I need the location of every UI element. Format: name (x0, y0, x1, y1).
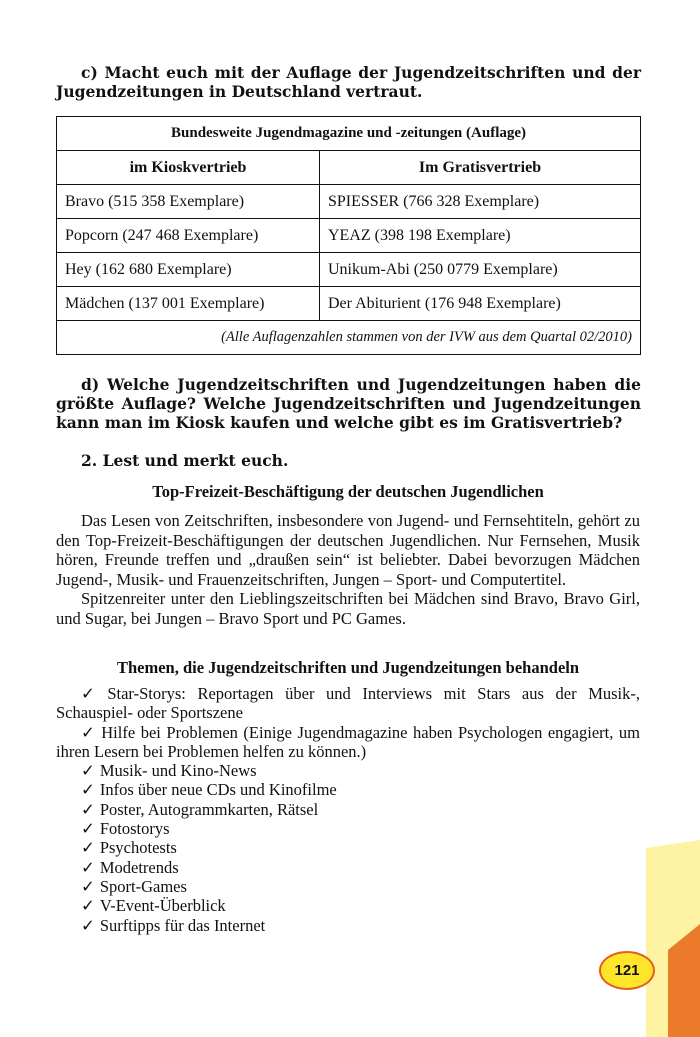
header-gratis: Im Gratisvertrieb (320, 151, 641, 185)
check-icon: ✓ (81, 896, 95, 916)
check-icon: ✓ (81, 876, 95, 896)
page-number-badge (599, 951, 655, 990)
table-caption: Bundesweite Jugendmagazine und -zeitungen (Auflage) (57, 117, 641, 151)
list-item (56, 877, 640, 896)
list-item (56, 858, 640, 877)
table-cell: Mädchen (137 001 Exemplare) (57, 287, 320, 321)
themes-list (56, 684, 640, 935)
list-item-text: Star-Storys: Reportagen über und Interviews mit Stars aus der Musik-, Schauspiel- oder Sportszene (56, 684, 640, 723)
table-row (57, 253, 641, 287)
task-2: 2. Lest und merkt euch. (81, 451, 289, 470)
table-cell: Unikum-Abi (250 0779 Exemplare) (320, 253, 641, 287)
check-icon: ✓ (81, 799, 95, 819)
article-body (56, 511, 640, 629)
header-kiosk: im Kioskvertrieb (57, 151, 320, 185)
article-title: Top-Freizeit-Beschäftigung der deutschen Jugendlichen (152, 482, 544, 501)
check-icon: ✓ (81, 780, 95, 800)
list-item-text: Hilfe bei Problemen (Einige Jugendmagazine haben Psychologen engagiert, um ihren Lesern bei Problemen helfen zu können.) (56, 722, 640, 761)
list-item (56, 916, 640, 935)
task-d: d) Welche Jugendzeitschriften und Jugendzeitungen haben die größte Auflage? Welche Jugendzeitschriften und Jugendzeitungen kann man im Kiosk kaufen und welche gibt es im Gratisvertrieb? (56, 375, 641, 432)
themes-title: Themen, die Jugendzeitschriften und Jugendzeitungen behandeln (116, 658, 580, 677)
list-item-text: Musik- und Kino-News (99, 761, 257, 781)
table-row (57, 185, 641, 219)
table-source-note: (Alle Auflagenzahlen stammen von der IVW aus dem Quartal 02/2010) (57, 321, 641, 355)
list-item-text: Modetrends (99, 857, 179, 877)
list-item-text: Poster, Autogrammkarten, Rätsel (99, 799, 319, 819)
check-icon: ✓ (81, 722, 97, 742)
check-icon: ✓ (81, 915, 95, 935)
list-item-text: Psychotests (99, 838, 177, 858)
list-item-text: Surftipps für das Internet (99, 915, 266, 935)
list-item (56, 800, 640, 819)
list-item (56, 819, 640, 838)
list-item-text: Infos über neue CDs und Kinofilme (99, 780, 337, 800)
table-cell: SPIESSER (766 328 Exemplare) (320, 185, 641, 219)
list-item (56, 780, 640, 799)
table-cell: Popcorn (247 468 Exemplare) (57, 219, 320, 253)
check-icon: ✓ (81, 761, 95, 781)
check-icon: ✓ (81, 838, 95, 858)
table-row (57, 287, 641, 321)
list-item-text: V-Event-Überblick (99, 896, 226, 916)
article-paragraph: Das Lesen von Zeitschriften, insbesondere von Jugend- und Fernsehtiteln, gehört zu den Top-Freizeit-Beschäftigungen der deutschen Jugendlichen. Nur Fernsehen, Musik hören, Freunde treffen und „draußen sein“ ist beliebter. Dabei bevorzugen Mädchen Jugend-, Musik- und Frauenzeitschriften, Jungen – Sport- und Computertitel. (56, 511, 640, 589)
table-cell: Hey (162 680 Exemplare) (57, 253, 320, 287)
list-item (56, 838, 640, 857)
table-cell: YEAZ (398 198 Exemplare) (320, 219, 641, 253)
table-cell: Bravo (515 358 Exemplare) (57, 185, 320, 219)
check-icon: ✓ (81, 857, 95, 877)
list-item (56, 761, 640, 780)
article-paragraph: Spitzenreiter unter den Lieblingszeitschriften bei Mädchen sind Bravo, Bravo Girl, und Sugar, bei Jungen – Bravo Sport und PC Games. (56, 589, 640, 628)
table-row (57, 219, 641, 253)
list-item-text: Fotostorys (99, 819, 170, 839)
list-item (56, 723, 640, 762)
list-item-text: Sport-Games (99, 876, 187, 896)
list-item (56, 896, 640, 915)
check-icon: ✓ (81, 819, 95, 839)
page-number: 121 (614, 962, 640, 979)
circulation-table (56, 116, 641, 355)
check-icon: ✓ (81, 684, 103, 703)
list-item (56, 684, 640, 723)
table-cell: Der Abiturient (176 948 Exemplare) (320, 287, 641, 321)
task-c: c) Macht euch mit der Auflage der Jugendzeitschriften und der Jugendzeitungen in Deutschland vertraut. (56, 63, 641, 101)
decorative-side-stripe (646, 840, 700, 1037)
